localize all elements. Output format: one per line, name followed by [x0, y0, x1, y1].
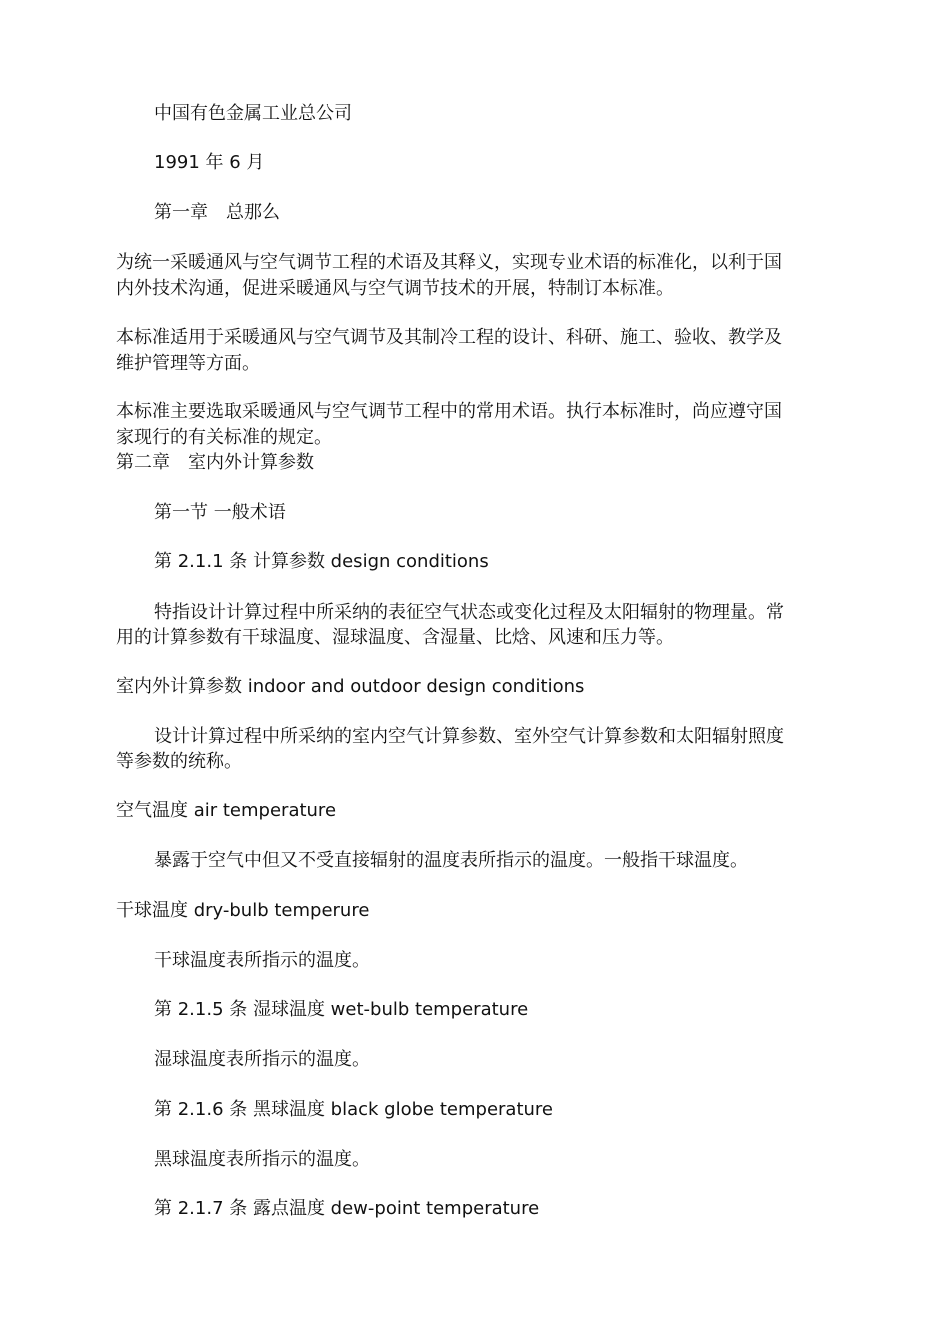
def-indoor-outdoor-line-1: 设计计算过程中所采纳的室内空气计算参数、室外空气计算参数和太阳辐射照度 [154, 726, 784, 747]
term-2-1-7: 第 2.1.7 条 露点温度 dew-point temperature [154, 1198, 540, 1219]
term-indoor-outdoor: 室内外计算参数 indoor and outdoor design conditions [116, 676, 585, 697]
section-1-title: 第一节 一般术语 [154, 502, 286, 523]
para-3-line-2: 家现行的有关标准的规定。 [116, 427, 332, 448]
def-dry-bulb: 干球温度表所指示的温度。 [154, 950, 370, 971]
para-1-line-2: 内外技术沟通，促进采暖通风与空气调节技术的开展，特制订本标准。 [116, 278, 674, 299]
def-2-1-1-line-1: 特指设计计算过程中所采纳的表征空气状态或变化过程及太阳辐射的物理量。常 [154, 602, 784, 623]
para-1-line-1: 为统一采暖通风与空气调节工程的术语及其释义，实现专业术语的标准化，以利于国 [116, 252, 782, 273]
def-2-1-5: 湿球温度表所指示的温度。 [154, 1049, 370, 1070]
def-2-1-1-line-2: 用的计算参数有干球温度、湿球温度、含湿量、比焓、风速和压力等。 [116, 627, 674, 648]
para-3-line-1: 本标准主要选取采暖通风与空气调节工程中的常用术语。执行本标准时，尚应遵守国 [116, 401, 782, 422]
def-air-temperature: 暴露于空气中但又不受直接辐射的温度表所指示的温度。一般指干球温度。 [154, 850, 748, 871]
para-2-line-2: 维护管理等方面。 [116, 353, 260, 374]
term-dry-bulb: 干球温度 dry-bulb temperure [116, 900, 370, 921]
term-2-1-6: 第 2.1.6 条 黑球温度 black globe temperature [154, 1099, 553, 1120]
def-indoor-outdoor-line-2: 等参数的统称。 [116, 751, 242, 772]
para-2-line-1: 本标准适用于采暖通风与空气调节及其制冷工程的设计、科研、施工、验收、教学及 [116, 327, 782, 348]
org-line: 中国有色金属工业总公司 [154, 103, 352, 124]
term-air-temperature: 空气温度 air temperature [116, 800, 337, 821]
term-2-1-1: 第 2.1.1 条 计算参数 design conditions [154, 551, 489, 572]
date-line: 1991 年 6 月 [154, 152, 265, 173]
chapter-1-title: 第一章 总那么 [154, 202, 280, 223]
def-2-1-6: 黑球温度表所指示的温度。 [154, 1149, 370, 1170]
chapter-2-title: 第二章 室内外计算参数 [116, 452, 314, 473]
term-2-1-5: 第 2.1.5 条 湿球温度 wet-bulb temperature [154, 999, 529, 1020]
